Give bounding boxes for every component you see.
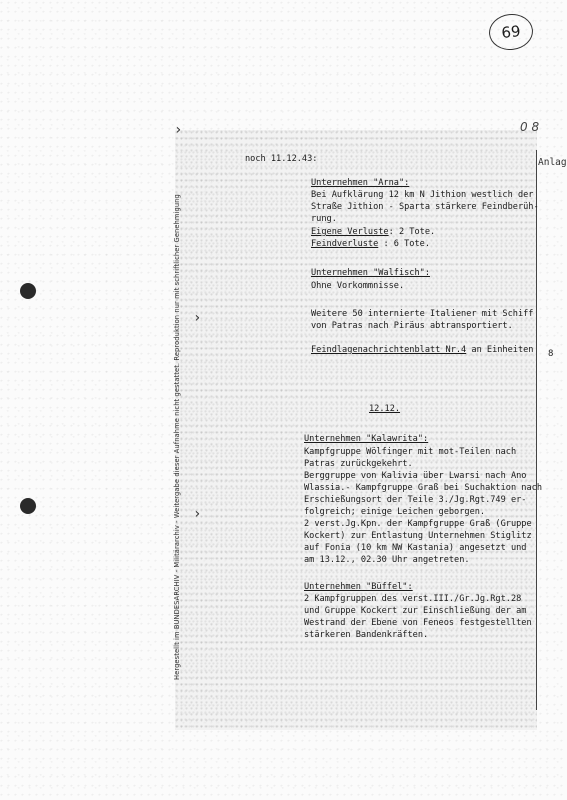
own-losses [311, 227, 435, 238]
arna-line: rung. [311, 214, 337, 224]
bueffel-title: Unternehmen "Büffel": [304, 582, 413, 592]
kalawrita-line: Wlassia.- Kampfgruppe Graß bei Suchaktion nach [304, 483, 542, 493]
enemy-losses [311, 239, 430, 250]
kalawrita-line: auf Fonia (10 km NW Kastania) angesetzt und [304, 543, 527, 553]
own-losses-value: : 2 Tote. [388, 227, 436, 237]
kalawrita-line: Patras zurückgekehrt. [304, 459, 413, 469]
punch-hole-bottom [20, 498, 36, 514]
kalawrita-line: Kampfgruppe Wölfinger mit mot-Teilen nach [304, 447, 517, 457]
page-number-circle [487, 12, 535, 52]
date-header-2: 12.12. [369, 404, 401, 414]
walfisch-line: Ohne Vorkommnisse. [311, 281, 405, 291]
arna-line: Straße Jithion - Sparta stärkere Feindberüh- [311, 202, 539, 212]
italians-line: von Patras nach Piräus abtransportiert. [311, 321, 513, 331]
bueffel-line: und Gruppe Kockert zur Einschließung der am [304, 606, 527, 616]
kalawrita-line: folgreich; einige Leichen geborgen. [304, 507, 486, 517]
feindlage-line [311, 345, 533, 356]
margin-rule [536, 150, 537, 710]
archive-strip: Hergestellt im BUNDESARCHIV - Militärarchiv - Weitergabe dieser Aufnahme nicht gestattet. Reproduktion nur mit schriftlicher Genehmigung [173, 194, 181, 680]
italians-line: Weitere 50 internierte Italiener mit Schiff [311, 309, 534, 319]
punch-hole-top [20, 283, 36, 299]
bueffel-line: 2 Kampfgruppen des verst.III./Gr.Jg.Rgt.28 [304, 594, 522, 604]
page-number: 69 [500, 22, 522, 42]
arna-line: Bei Aufklärung 12 km N Jithion westlich der [311, 190, 534, 200]
stamp-number: 0 8 [520, 120, 540, 134]
bueffel-line: Westrand der Ebene von Feneos festgestellten [304, 618, 532, 628]
kalawrita-line: am 13.12., 02.30 Uhr angetreten. [304, 555, 470, 565]
arna-title: Unternehmen "Arna": [311, 178, 410, 188]
kalawrita-line: Berggruppe von Kalivia über Lwarsi nach Ano [304, 471, 527, 481]
anlage-reference: 8 [548, 349, 554, 359]
kalawrita-line: Erschießungsort der Teile 3./Jg.Rgt.749 er- [304, 495, 527, 505]
date-header: noch 11.12.43: [245, 154, 318, 164]
walfisch-title: Unternehmen "Walfisch": [311, 268, 430, 278]
bracket-mark: › [193, 506, 202, 522]
kalawrita-line: Kockert) zur Entlastung Unternehmen Stiglitz [304, 531, 532, 541]
bracket-mark: › [193, 310, 202, 326]
own-losses-label: Eigene Verluste [311, 227, 389, 237]
enemy-losses-label: Feindverluste [311, 239, 379, 249]
feindlage-rest: an Einheiten [466, 345, 534, 355]
margin-note: Anlag [538, 157, 567, 168]
enemy-losses-value: : 6 Tote. [378, 239, 431, 249]
kalawrita-title: Unternehmen "Kalawrita": [304, 434, 429, 444]
bueffel-line: stärkeren Bandenkräften. [304, 630, 429, 640]
feindlage-title: Feindlagenachrichtenblatt Nr.4 [311, 345, 467, 355]
bracket-mark: › [174, 122, 183, 138]
kalawrita-line: 2 verst.Jg.Kpn. der Kampfgruppe Graß (Gruppe [304, 519, 532, 529]
